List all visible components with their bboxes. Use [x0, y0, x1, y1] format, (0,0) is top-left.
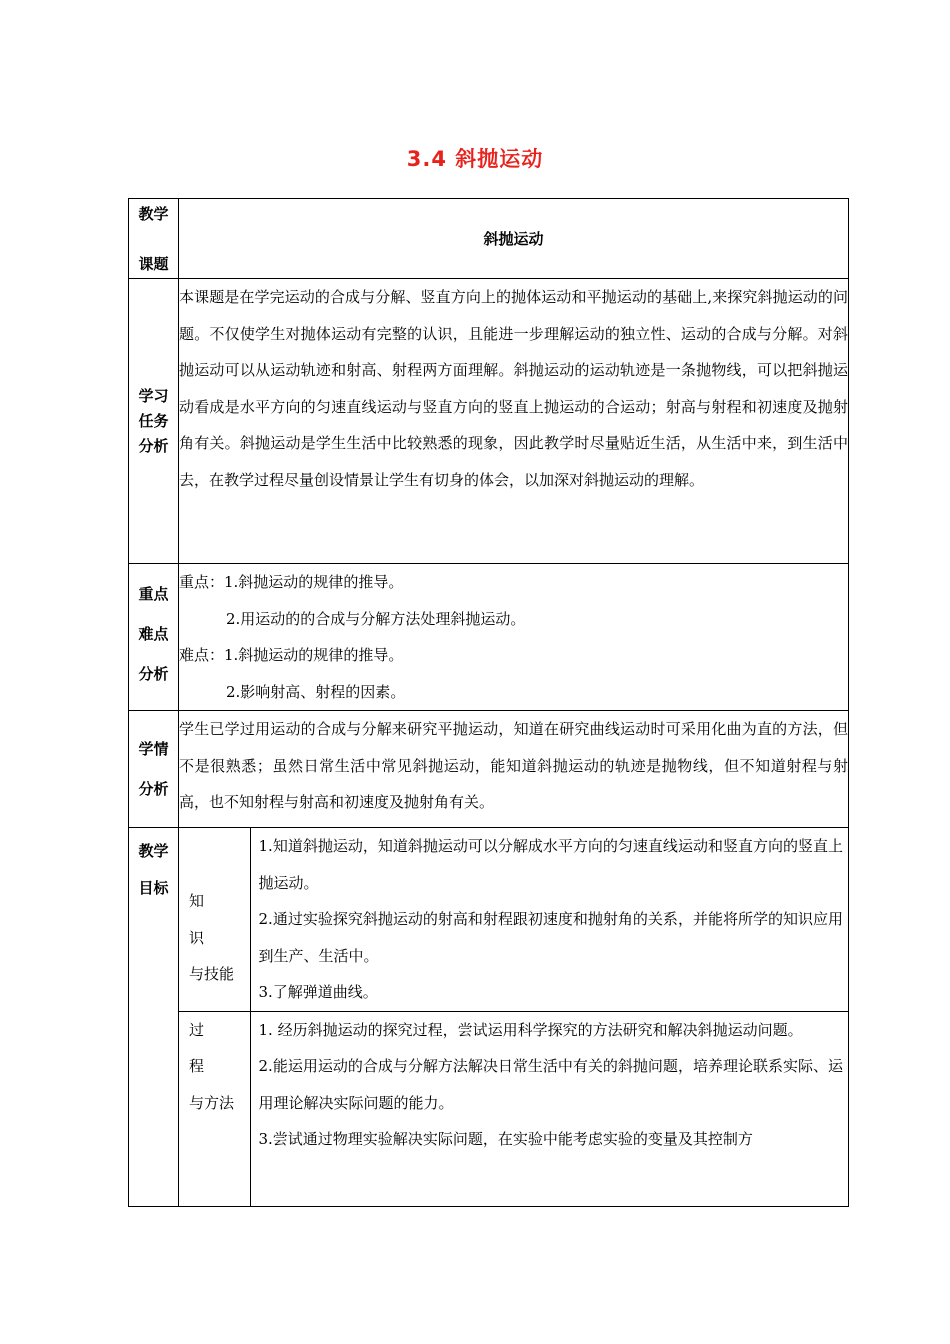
process-content: [250, 1011, 849, 1206]
task-text: 本课题是在学完运动的合成与分解、竖直方向上的抛体运动和平抛运动的基础上,来探究斜抛运动的问题。不仅使学生对抛体运动有完整的认识，且能进一步理解运动的独立性、运动的合成与分解。对斜抛运动可以从运动轨迹和射高、射程两方面理解。斜抛运动的运动轨迹是一条抛物线，可以把斜抛运动看成是水平方向的匀速直线运动与竖直方向的竖直上抛运动的合运动；射高与射程和初速度及抛射角有关。斜抛运动是学生生活中比较熟悉的现象，因此教学时尽量贴近生活，从生活中来，到生活中去，在教学过程尽量创设情景让学生有切身的体会，以加深对斜抛运动的理解。: [179, 288, 848, 489]
goals-inner-table: [179, 828, 849, 1206]
goals-label-line-1: 教学: [138, 842, 169, 860]
knowledge-item-2: 2.通过实验探究斜抛运动的射高和射程跟初速度和抛射角的关系，并能将所学的知识应用到生产、生活中。: [258, 910, 843, 965]
topic-value-cell: [179, 199, 849, 279]
goals-row: [129, 828, 849, 1207]
situation-label-line-2: 分析: [138, 780, 169, 798]
goals-label-line-2: 目标: [138, 879, 169, 897]
knowledge-row: [179, 828, 849, 1011]
process-item-3: 3.尝试通过物理实验解决实际问题，在实验中能考虑实验的变量及其控制方: [258, 1130, 753, 1148]
topic-label-line-1: 教学: [138, 205, 169, 223]
knowledge-item-1: 1.知道斜抛运动，知道斜抛运动可以分解成水平方向的匀速直线运动和竖直方向的竖直上抛运动。: [258, 837, 843, 892]
situation-content: [179, 711, 849, 828]
knowledge-label-line-2: 与技能: [189, 965, 235, 983]
lesson-plan-table: [128, 198, 849, 1207]
difficult-point-2: 2.影响射高、射程的因素。: [226, 682, 406, 701]
key-label-line-1: 重点: [138, 585, 169, 603]
situation-text: 学生已学过用运动的合成与分解来研究平抛运动，知道在研究曲线运动时可采用化曲为直的方法，但不是很熟悉；虽然日常生活中常见斜抛运动，能知道斜抛运动的轨迹是抛物线，但不知道射程与射高，也不知射程与射高和初速度及抛射角有关。: [179, 720, 848, 811]
knowledge-content: [250, 828, 849, 1011]
task-row: [129, 279, 849, 564]
process-label-line-2: 与方法: [189, 1093, 235, 1112]
task-label: [129, 279, 179, 564]
process-item-2: 2.能运用运动的合成与分解方法解决日常生活中有关的斜抛问题，培养理论联系实际、运用理论解决实际问题的能力。: [258, 1057, 843, 1112]
page-title: 3.4 斜抛运动: [406, 147, 544, 171]
goals-label: [129, 828, 179, 1207]
key-label-line-2: 难点: [138, 625, 169, 643]
topic-value: 斜抛运动: [483, 230, 544, 248]
task-content: [179, 279, 849, 564]
situation-row: [129, 711, 849, 828]
task-label-line-1: 学习: [138, 386, 169, 405]
task-label-line-2: 任务: [138, 411, 169, 430]
key-label-line-3: 分析: [138, 665, 169, 683]
situation-label: [129, 711, 179, 828]
key-point-2: 2.用运动的的合成与分解方法处理斜抛运动。: [226, 609, 526, 628]
key-content: [179, 564, 849, 711]
process-item-1: 1. 经历斜抛运动的探究过程，尝试运用科学探究的方法研究和解决斜抛运动问题。: [258, 1020, 803, 1039]
knowledge-item-3: 3.了解弹道曲线。: [258, 983, 378, 1001]
knowledge-label: [179, 828, 250, 1011]
process-row: [179, 1011, 849, 1206]
key-label: [129, 564, 179, 711]
situation-label-line-1: 学情: [138, 740, 169, 758]
topic-label: [129, 199, 179, 279]
topic-label-line-2: 课题: [138, 255, 169, 273]
key-row: [129, 564, 849, 711]
knowledge-label-line-1: 知识: [189, 892, 223, 947]
goals-content: [179, 828, 849, 1207]
process-label-line-1: 过程: [189, 1020, 227, 1075]
process-label: [179, 1011, 250, 1206]
task-label-line-3: 分析: [138, 436, 169, 455]
key-point-1: 重点：1.斜抛运动的规律的推导。: [179, 573, 404, 591]
topic-row: [129, 199, 849, 279]
difficult-point-1: 难点：1.斜抛运动的规律的推导。: [179, 646, 404, 664]
